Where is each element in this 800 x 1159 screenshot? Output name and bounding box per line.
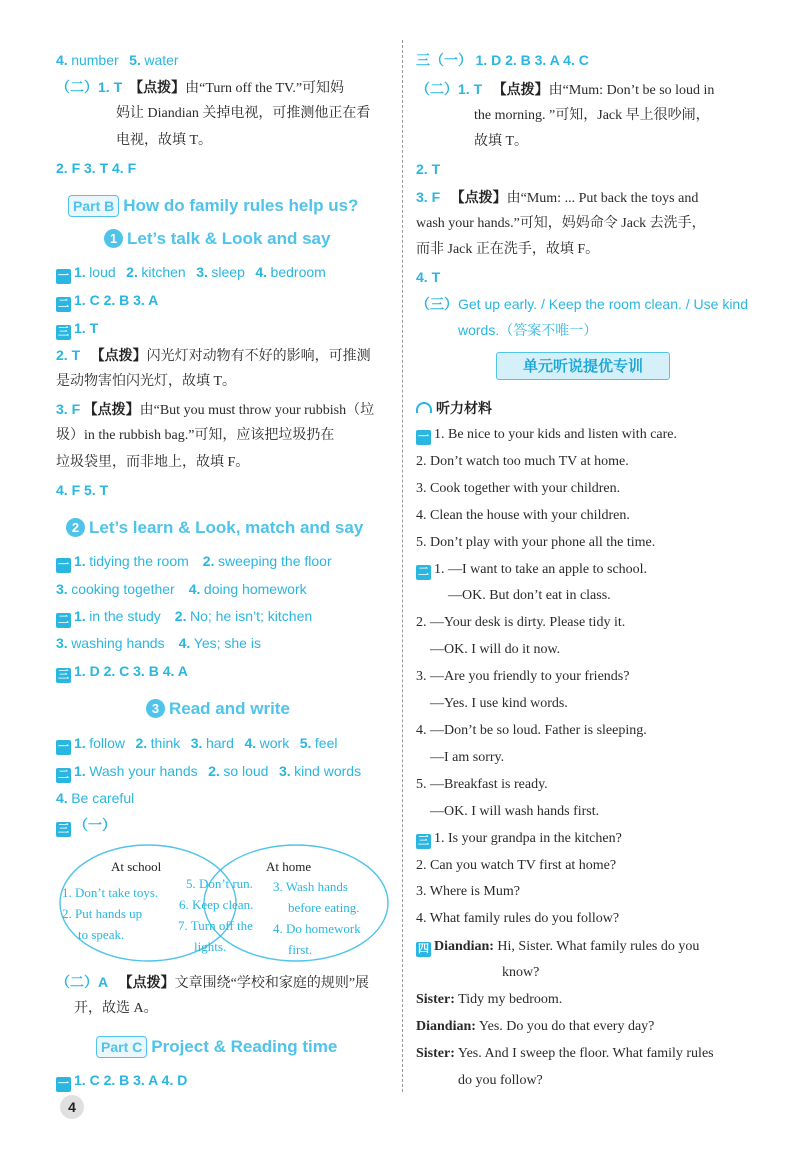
school-rule: 1. Don’t take toys. — [62, 885, 159, 900]
transcript-line: —OK. But don’t eat in class. — [448, 588, 611, 603]
answer-line: （二）1. T 【点拨】由“Turn off the TV.”可知妈 — [56, 79, 345, 96]
answer-line: 2. T — [416, 161, 441, 177]
transcript-line: —OK. I will wash hands first. — [430, 804, 600, 819]
transcript-line: 3. Where is Mum? — [416, 884, 520, 899]
answer-line: 一 1. loud 2. kitchen 3. sleep 4. bedroom — [58, 264, 326, 282]
school-title: At school — [111, 859, 162, 874]
shared-rule: 6. Keep clean. — [179, 897, 254, 912]
transcript-line: 4. —Don’t be so loud. Father is sleeping. — [416, 723, 647, 738]
part-c-heading: Part C Project & Reading time — [96, 1036, 337, 1058]
explanation-text: 圾）in the rubbish bag.”可知，应该把垃圾扔在 — [56, 428, 335, 443]
dialogue-line: 四 Diandian: Hi, Sister. What family rules do you — [418, 939, 700, 955]
explanation-text: wash your hands.”可知，妈妈命令 Jack 去洗手， — [416, 216, 706, 231]
answer-line: 一 1. C 2. B 3. A 4. D — [58, 1072, 188, 1090]
page-number: 4 — [60, 1095, 84, 1119]
explanation-text: the morning. ”可知，Jack 早上很吵闹， — [474, 108, 710, 123]
answer-line: （三）Get up early. / Keep the room clean. / Use kind — [416, 296, 749, 312]
answer-line: 2. F 3. T 4. F — [56, 160, 137, 176]
dialogue-line: Diandian: Yes. Do you do that every day? — [416, 1019, 655, 1034]
dialogue-line: do you follow? — [458, 1073, 543, 1088]
transcript-line: 2. Don’t watch too much TV at home. — [416, 454, 629, 469]
dialogue-line: Sister: Yes. And I sweep the floor. What family rules — [416, 1046, 714, 1061]
home-title: At home — [266, 859, 312, 874]
transcript-line: —OK. I will do it now. — [430, 642, 561, 657]
section-heading: 1 Let’s talk & Look and say — [104, 229, 330, 249]
answer-line: 三 1. T — [58, 320, 99, 338]
shared-rule: 5. Don’t run. — [186, 876, 253, 891]
transcript-line: 4. What family rules do you follow? — [416, 911, 620, 926]
school-rule: 2. Put hands up — [62, 906, 143, 921]
explanation-text: 而非 Jack 正在洗手，故填 F。 — [416, 242, 600, 257]
explanation-text: 开，故选 A。 — [74, 1001, 158, 1016]
section-heading: 2 Let’s learn & Look, match and say — [66, 518, 363, 538]
answer-line: 4. number 5. water — [56, 52, 179, 68]
shared-rule: 7. Turn off the — [178, 918, 253, 933]
answer-line: 三 （一） — [58, 817, 116, 835]
home-rule: 4. Do homework — [273, 921, 361, 936]
answer-line: 二 1. Wash your hands 2. so loud 3. kind words — [58, 763, 362, 781]
transcript-line: 3. Cook together with your children. — [416, 481, 621, 496]
answer-line: （二）1. T 【点拨】由“Mum: Don’t be so loud in — [416, 81, 715, 98]
answer-line: 二 1. C 2. B 3. A — [58, 292, 159, 310]
transcript-line: —I am sorry. — [430, 750, 505, 765]
explanation-text: 妈让 Diandian 关掉电视，可推测他正在看 — [116, 106, 371, 121]
explanation-text: 是动物害怕闪光灯，故填 T。 — [56, 374, 237, 389]
transcript-line: 2. —Your desk is dirty. Please tidy it. — [416, 615, 626, 630]
answer-line: 3. cooking together 4. doing homework — [56, 581, 307, 597]
answer-line: （二）A 【点拨】文章围绕“学校和家庭的规则”展 — [56, 974, 370, 991]
answer-line: 一 1. follow 2. think 3. hard 4. work 5. feel — [58, 735, 338, 753]
answer-line: 二 1. in the study 2. No; he isn’t; kitchen — [58, 608, 313, 626]
home-rule: before eating. — [288, 900, 360, 915]
answer-line: 3. F 【点拨】由“But you must throw your rubbish（垃 — [56, 401, 375, 418]
answer-text: words.（答案不唯一） — [458, 322, 598, 338]
school-rule: to speak. — [78, 927, 125, 942]
answer-line: 4. Be careful — [56, 790, 135, 806]
answer-line: 4. F 5. T — [56, 482, 109, 498]
column-divider — [402, 40, 403, 1092]
explanation-text: 故填 T。 — [474, 134, 529, 149]
answer-line: 3. washing hands 4. Yes; she is — [56, 635, 261, 651]
answer-line: 一 1. tidying the room 2. sweeping the floor — [58, 553, 332, 571]
dialogue-line: Sister: Tidy my bedroom. — [416, 992, 563, 1007]
part-b-heading: Part B How do family rules help us? — [68, 195, 358, 217]
transcript-line: 5. Don’t play with your phone all the time. — [416, 535, 656, 550]
shared-rule: lights. — [194, 939, 227, 954]
answer-line: 2. T 【点拨】闪光灯对动物有不好的影响，可推测 — [56, 347, 371, 364]
transcript-line: 3. —Are you friendly to your friends? — [416, 669, 630, 684]
transcript-line: 2. Can you watch TV first at home? — [416, 858, 617, 873]
transcript-line: —Yes. I use kind words. — [430, 696, 568, 711]
home-rule: 3. Wash hands — [273, 879, 348, 894]
transcript-line: 一 1. Be nice to your kids and listen with care. — [418, 427, 677, 443]
answer-line: 3. F 【点拨】由“Mum: ... Put back the toys and — [416, 189, 699, 206]
transcript-line: 三 1. Is your grandpa in the kitchen? — [418, 831, 622, 847]
headphones-icon — [416, 402, 432, 413]
answer-line: 三 1. D 2. C 3. B 4. A — [58, 663, 188, 681]
explanation-text: 电视，故填 T。 — [116, 133, 213, 148]
listening-title: 听力材料 — [416, 398, 492, 418]
explanation-text: 垃圾袋里，而非地上，故填 F。 — [56, 455, 250, 470]
dialogue-line: know? — [502, 965, 540, 980]
answer-line: 4. T — [416, 269, 441, 285]
home-rule: first. — [288, 942, 313, 957]
transcript-line: 4. Clean the house with your children. — [416, 508, 630, 523]
section-heading: 3 Read and write — [146, 699, 290, 719]
transcript-line: 5. —Breakfast is ready. — [416, 777, 548, 792]
transcript-line: 二 1. —I want to take an apple to school. — [418, 562, 648, 578]
answer-line: 三（一） 1. D 2. B 3. A 4. C — [416, 52, 589, 68]
section-banner: 单元听说提优专训 — [496, 352, 670, 380]
